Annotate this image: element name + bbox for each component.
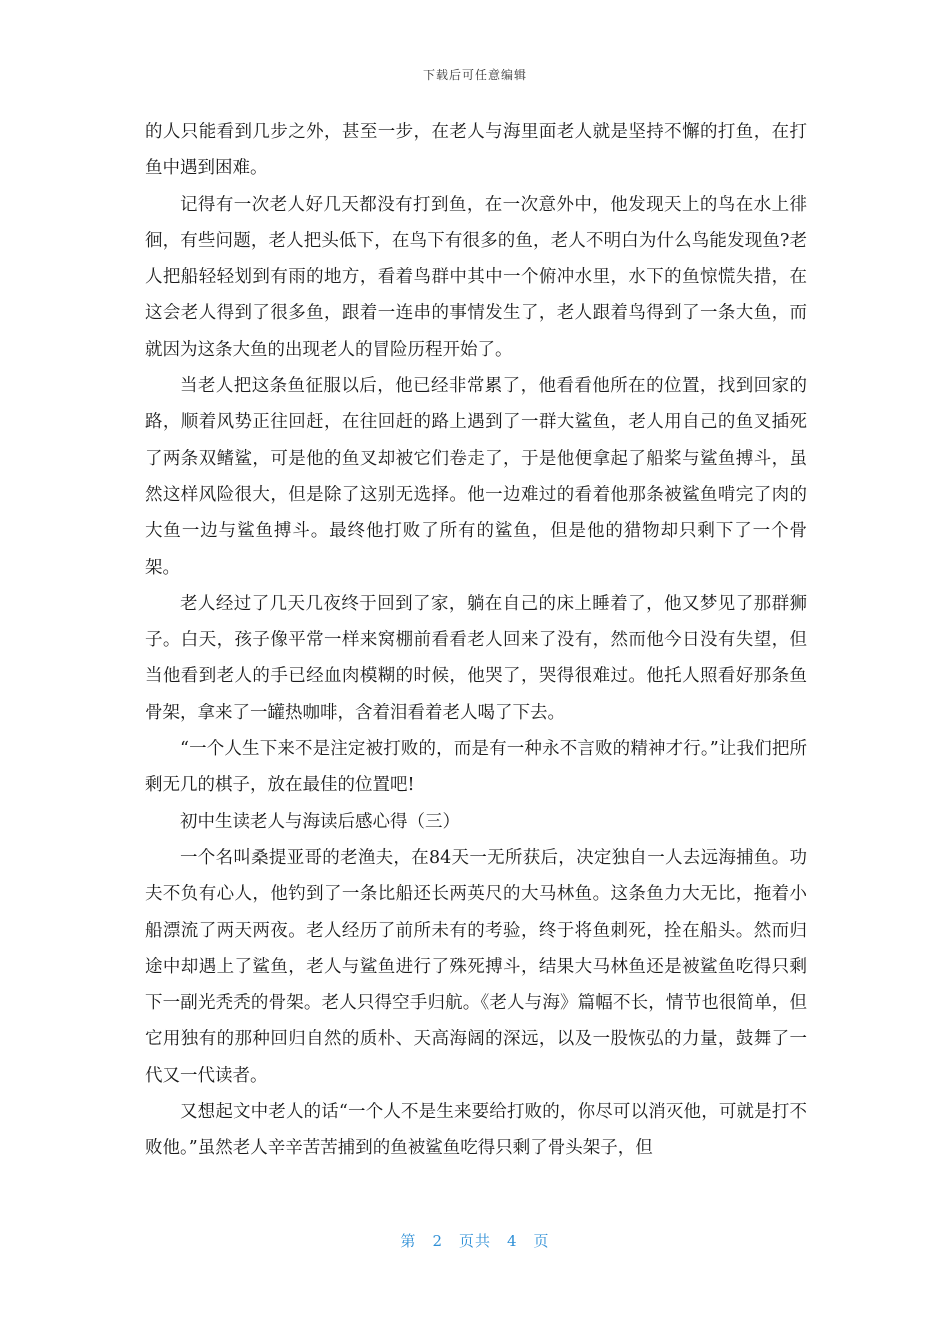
footer-word-page: 第 (400, 1232, 417, 1250)
paragraph-4: 老人经过了几天几夜终于回到了家，躺在自己的床上睡着了，他又梦见了那群狮子。白天，孩子像平常一样来窝棚前看看老人回来了没有，然而他今日没有失望，但当他看到老人的手已经血肉模糊的时候，他哭了，哭得很难过。他托人照看好那条鱼骨架，拿来了一罐热咖啡，含着泪看着老人喝了下去。 (145, 593, 807, 723)
paragraph-7: 一个名叫桑提亚哥的老渔夫，在84天一无所获后，决定独自一人去远海捕鱼。功夫不负有心人，他钓到了一条比船还长两英尺的大马林鱼。这条鱼力大无比，拖着小船漂流了两天两夜。老人经历了前所未有的考验，终于将鱼刺死，拴在船头。然而归途中却遇上了鲨鱼，老人与鲨鱼进行了殊死搏斗，结果大马林鱼还是被鲨鱼吃得只剩下一副光秃秃的骨架。老人只得空手归航。《老人与海》篇幅不长，情节也很简单，但它用独有的那种回归自然的质朴、天高海阔的深远，以及一股恢弘的力量，鼓舞了一代又一代读者。 (145, 847, 807, 1086)
paragraph-8: 又想起文中老人的话“一个人不是生来要给打败的，你尽可以消灭他，可就是打不败他。”虽然老人辛辛苦苦捕到的鱼被鲨鱼吃得只剩了骨头架子，但 (145, 1102, 807, 1159)
page-footer (0, 1230, 950, 1251)
document-body (145, 114, 807, 1167)
paragraph-1: 的人只能看到几步之外，甚至一步，在老人与海里面老人就是坚持不懈的打鱼，在打鱼中遇到困难。 (145, 122, 807, 179)
paragraph-2: 记得有一次老人好几天都没有打到鱼，在一次意外中，他发现天上的鸟在水上徘徊，有些问题，老人把头低下，在鸟下有很多的鱼，老人不明白为什么鸟能发现鱼?老人把船轻轻划到有雨的地方，看着鸟群中其中一个俯冲水里，水下的鱼惊慌失措，在这会老人得到了很多鱼，跟着一连串的事情发生了，老人跟着鸟得到了一条大鱼，而就因为这条大鱼的出现老人的冒险历程开始了。 (145, 194, 807, 360)
footer-current-page: 2 (432, 1232, 443, 1250)
paragraph-3: 当老人把这条鱼征服以后，他已经非常累了，他看看他所在的位置，找到回家的路，顺着风势正往回赶，在往回赶的路上遇到了一群大鲨鱼，老人用自己的鱼叉插死了两条双鳍鲨，可是他的鱼叉却被它们卷走了，于是他便拿起了船桨与鲨鱼搏斗，虽然这样风险很大，但是除了这别无选择。他一边难过的看着他那条被鲨鱼啃完了肉的大鱼一边与鲨鱼搏斗。最终他打败了所有的鲨鱼，但是他的猎物却只剩下了一个骨架。 (145, 376, 807, 578)
footer-total-pages: 4 (507, 1232, 518, 1250)
footer-word-end: 页 (533, 1232, 550, 1250)
section-heading: 初中生读老人与海读后感心得（三） (180, 811, 460, 832)
paragraph-5-quote: “一个人生下来不是注定被打败的，而是有一种永不言败的精神才行。”让我们把所剩无几的棋子，放在最佳的位置吧! (145, 739, 807, 796)
page-header: 下载后可任意编辑 (422, 68, 527, 82)
footer-word-of: 页共 (458, 1232, 491, 1250)
